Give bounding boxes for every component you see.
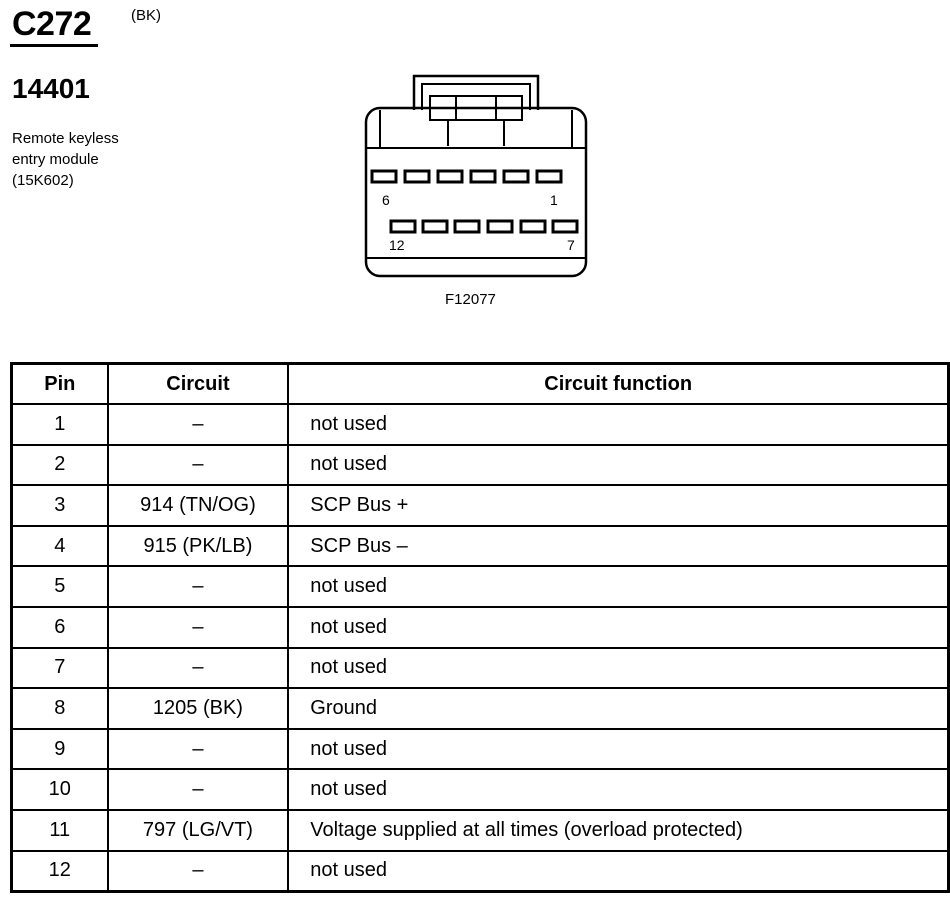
pin-cavity xyxy=(423,221,447,232)
function-cell: Voltage supplied at all times (overload protected) xyxy=(288,810,948,851)
header-circuit-function: Circuit function xyxy=(288,364,948,405)
pin-label-top-left: 6 xyxy=(382,192,390,208)
part-number: 14401 xyxy=(12,73,90,104)
table-row xyxy=(12,769,949,810)
table-row xyxy=(12,404,949,445)
circuit-cell: 915 (PK/LB) xyxy=(108,526,289,567)
connector-face-diagram xyxy=(360,70,592,282)
pin-cell: 9 xyxy=(12,729,108,770)
connector-id: C272 xyxy=(12,5,92,43)
pin-cavity xyxy=(553,221,577,232)
pin-cell: 7 xyxy=(12,648,108,689)
function-cell: not used xyxy=(288,729,948,770)
pin-cell: 2 xyxy=(12,445,108,486)
description-line: entry module xyxy=(12,151,99,168)
pin-label-bottom-right: 7 xyxy=(567,237,575,253)
pin-table xyxy=(10,362,950,893)
pin-cell: 10 xyxy=(12,769,108,810)
function-cell: not used xyxy=(288,445,948,486)
table-row xyxy=(12,810,949,851)
function-cell: not used xyxy=(288,566,948,607)
pin-cavity xyxy=(521,221,545,232)
function-cell: not used xyxy=(288,404,948,445)
circuit-cell: 1205 (BK) xyxy=(108,688,289,729)
header-circuit: Circuit xyxy=(108,364,289,405)
table-row xyxy=(12,485,949,526)
pin-cell: 6 xyxy=(12,607,108,648)
pin-cell: 8 xyxy=(12,688,108,729)
table-header-row xyxy=(12,364,949,405)
circuit-cell: 914 (TN/OG) xyxy=(108,485,289,526)
table-row xyxy=(12,688,949,729)
function-cell: not used xyxy=(288,607,948,648)
pin-cavity xyxy=(471,171,495,182)
pin-cell: 11 xyxy=(12,810,108,851)
connector-locking-tab xyxy=(414,76,538,110)
table-row xyxy=(12,566,949,607)
circuit-cell: 797 (LG/VT) xyxy=(108,810,289,851)
function-cell: not used xyxy=(288,769,948,810)
circuit-cell: – xyxy=(108,769,289,810)
figure-label: F12077 xyxy=(445,291,496,308)
function-cell: SCP Bus + xyxy=(288,485,948,526)
pin-cavity xyxy=(537,171,561,182)
table-row xyxy=(12,445,949,486)
circuit-cell: – xyxy=(108,404,289,445)
circuit-cell: – xyxy=(108,648,289,689)
table-row xyxy=(12,729,949,770)
pin-cell: 1 xyxy=(12,404,108,445)
connector-id-underline xyxy=(10,44,98,47)
component-description xyxy=(12,128,119,191)
function-cell: not used xyxy=(288,648,948,689)
description-line: (15K602) xyxy=(12,172,74,189)
pin-cavity xyxy=(455,221,479,232)
pin-cell: 4 xyxy=(12,526,108,567)
pin-cell: 5 xyxy=(12,566,108,607)
header-pin: Pin xyxy=(12,364,108,405)
pin-cavity xyxy=(372,171,396,182)
circuit-cell: – xyxy=(108,566,289,607)
pin-cell: 3 xyxy=(12,485,108,526)
function-cell: SCP Bus – xyxy=(288,526,948,567)
circuit-cell: – xyxy=(108,851,289,892)
pin-cell: 12 xyxy=(12,851,108,892)
circuit-cell: – xyxy=(108,729,289,770)
table-row xyxy=(12,526,949,567)
pin-cavity xyxy=(488,221,512,232)
table-row xyxy=(12,851,949,892)
circuit-cell: – xyxy=(108,607,289,648)
pin-label-bottom-left: 12 xyxy=(389,237,405,253)
table-row xyxy=(12,607,949,648)
table-row xyxy=(12,648,949,689)
description-line: Remote keyless xyxy=(12,130,119,147)
function-cell: Ground xyxy=(288,688,948,729)
circuit-cell: – xyxy=(108,445,289,486)
pin-cavity xyxy=(504,171,528,182)
pin-cavity xyxy=(405,171,429,182)
pin-cavity xyxy=(391,221,415,232)
pin-cavity xyxy=(438,171,462,182)
connector-color: (BK) xyxy=(131,7,161,24)
function-cell: not used xyxy=(288,851,948,892)
pin-label-top-right: 1 xyxy=(550,192,558,208)
